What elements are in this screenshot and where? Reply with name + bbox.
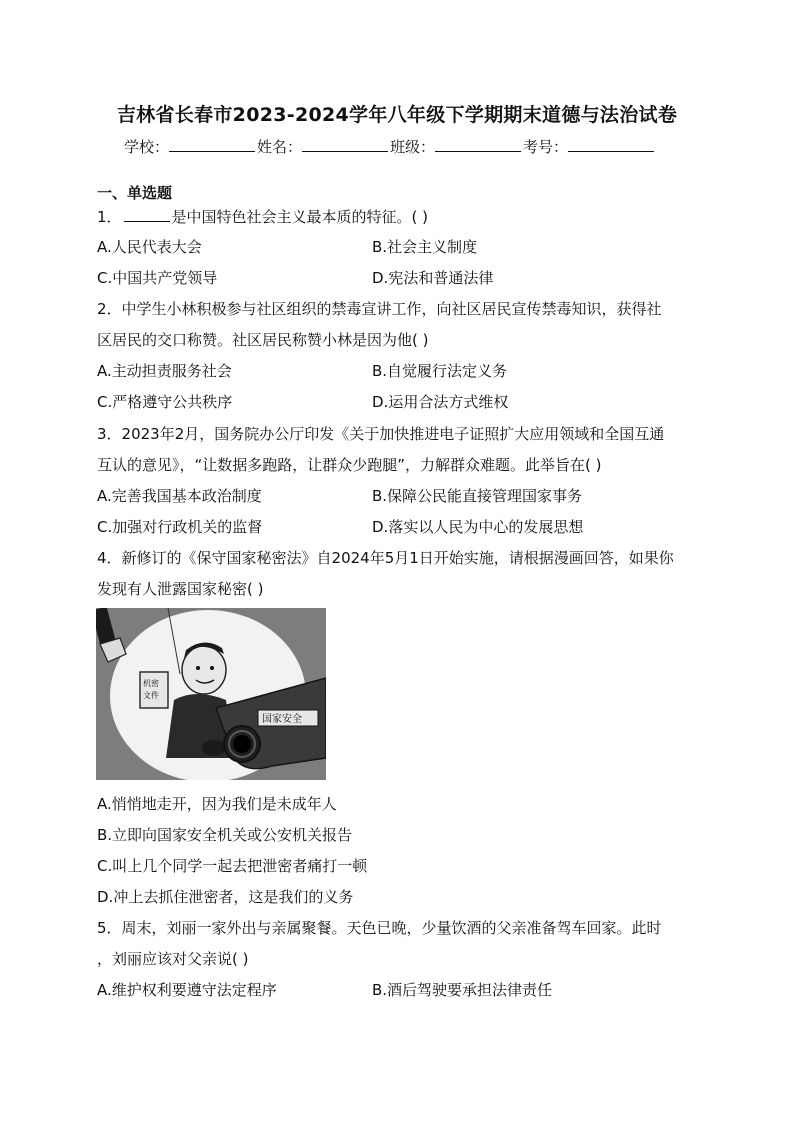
q1-option-d[interactable]: D.宪法和普通法律 — [372, 269, 494, 287]
q1-answer-blank[interactable] — [124, 207, 170, 222]
q5-option-a[interactable]: A.维护权利要遵守法定程序 — [97, 981, 277, 999]
q2-option-b[interactable]: B.自觉履行法定义务 — [372, 362, 508, 380]
name-blank[interactable] — [302, 137, 388, 152]
q4-option-c[interactable]: C.叫上几个同学一起去把泄密者痛打一顿 — [97, 857, 368, 875]
school-blank[interactable] — [169, 137, 255, 152]
cartoon-gun-label: 国家安全 — [262, 714, 302, 725]
q2-option-d[interactable]: D.运用合法方式维权 — [372, 393, 509, 411]
student-info-row — [124, 136, 656, 157]
q4-option-a[interactable]: A.悄悄地走开，因为我们是未成年人 — [97, 795, 337, 813]
q3-stem-line1: 3．2023年2月，国务院办公厅印发《关于加快推进电子证照扩大应用领域和全国互通 — [97, 425, 665, 443]
q1-option-c[interactable]: C.中国共产党领导 — [97, 269, 218, 287]
q1-stem — [97, 206, 428, 227]
document-icon — [140, 672, 168, 708]
school-label: 学校： — [124, 138, 170, 156]
class-blank[interactable] — [435, 137, 521, 152]
cartoon-image — [96, 608, 326, 780]
q4-option-d[interactable]: D.冲上去抓住泄密者，这是我们的义务 — [97, 888, 354, 906]
q2-option-c[interactable]: C.严格遵守公共秩序 — [97, 393, 233, 411]
q1-option-b[interactable]: B.社会主义制度 — [372, 238, 478, 256]
cartoon-illustration — [96, 608, 326, 780]
q3-option-d[interactable]: D.落实以人民为中心的发展思想 — [372, 518, 584, 536]
section-heading: 一、单选题 — [97, 184, 173, 202]
q1-option-a[interactable]: A.人民代表大会 — [97, 238, 202, 256]
q3-stem-line2: 互认的意见》，“让数据多跑路，让群众少跑腿”，力解群众难题。此举旨在( ) — [97, 456, 602, 474]
class-label: 班级： — [390, 138, 436, 156]
q5-stem-line2: ，刘丽应该对父亲说( ) — [97, 950, 249, 968]
q3-option-c[interactable]: C.加强对行政机关的监督 — [97, 518, 263, 536]
q4-option-b[interactable]: B.立即向国家安全机关或公安机关报告 — [97, 826, 353, 844]
q2-option-a[interactable]: A.主动担责服务社会 — [97, 362, 232, 380]
cartoon-doc-label-1: 机密 — [143, 679, 159, 688]
cartoon-doc-label-2: 文件 — [143, 691, 159, 700]
q2-stem-line2: 区居民的交口称赞。社区居民称赞小林是因为他( ) — [97, 331, 429, 349]
q3-option-a[interactable]: A.完善我国基本政治制度 — [97, 487, 262, 505]
person-head-icon — [182, 646, 226, 694]
q1-stem-text: 是中国特色社会主义最本质的特征。( ) — [171, 208, 429, 226]
q2-stem-line1: 2．中学生小林积极参与社区组织的禁毒宣讲工作，向社区居民宣传禁毒知识，获得社 — [97, 300, 662, 318]
q1-number: 1． — [97, 208, 122, 226]
exam-title: 吉林省长春市2023-2024学年八年级下学期期末道德与法治试卷 — [116, 104, 678, 126]
q4-stem-line1: 4．新修订的《保守国家秘密法》自2024年5月1日开始实施，请根据漫画回答，如果你 — [97, 549, 674, 567]
q4-stem-line2: 发现有人泄露国家秘密( ) — [97, 580, 264, 598]
q3-option-b[interactable]: B.保障公民能直接管理国家事务 — [372, 487, 583, 505]
q5-option-b[interactable]: B.酒后驾驶要承担法律责任 — [372, 981, 553, 999]
id-label: 考号： — [523, 138, 569, 156]
id-blank[interactable] — [568, 137, 654, 152]
name-label: 姓名： — [257, 138, 303, 156]
q5-stem-line1: 5．周末，刘丽一家外出与亲属聚餐。天色已晚，少量饮酒的父亲准备驾车回家。此时 — [97, 919, 662, 937]
